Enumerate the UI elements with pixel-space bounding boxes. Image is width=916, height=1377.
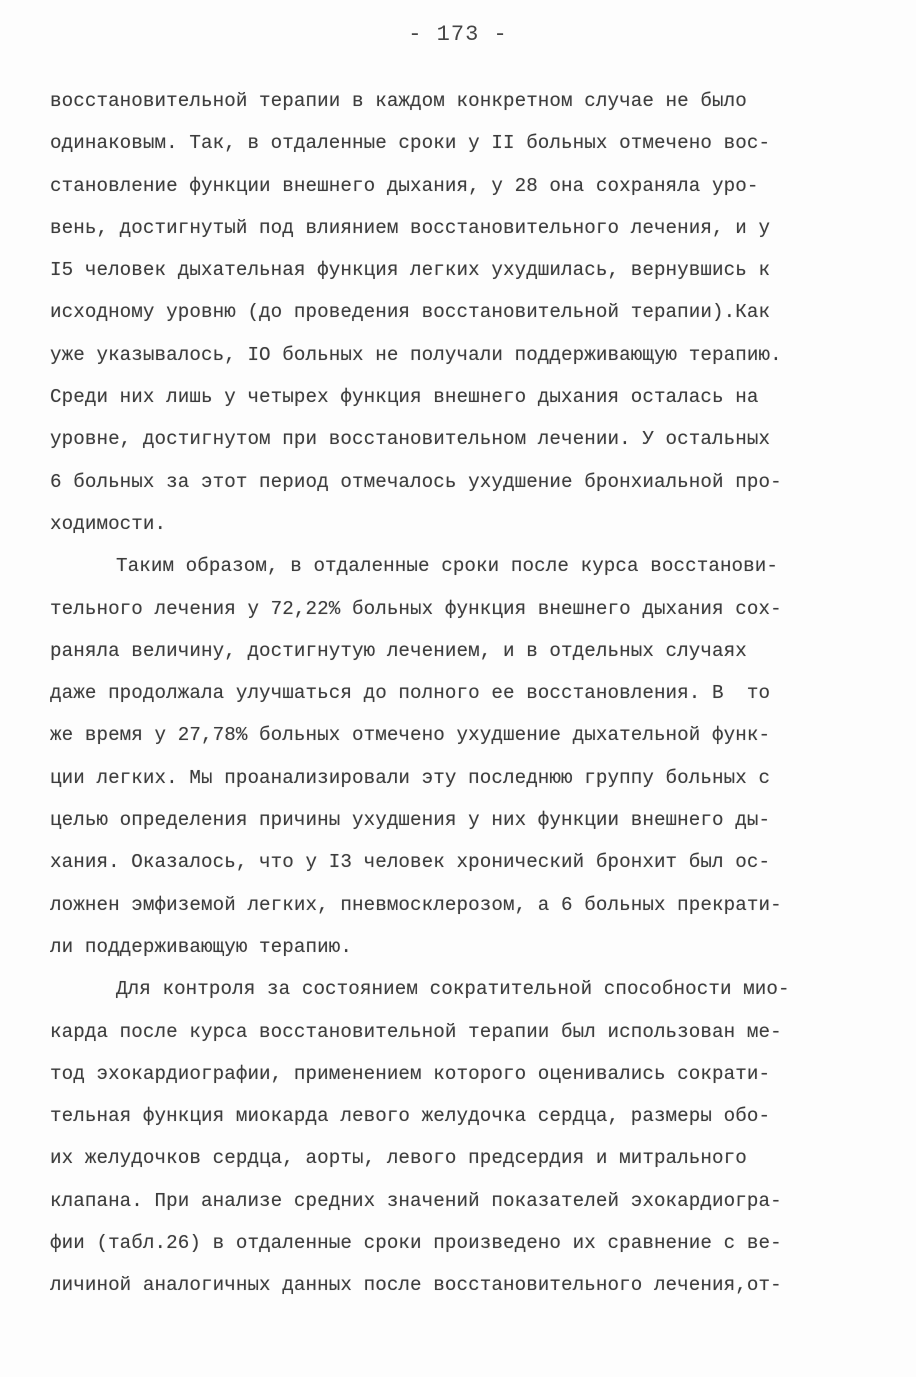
text-line: уровне, достигнутом при восстановительном лечении. У остальных bbox=[50, 428, 771, 451]
text-line: I5 человек дыхательная функция легких ухудшилась, вернувшись к bbox=[50, 259, 771, 282]
text-line: личиной аналогичных данных после восстановительного лечения,от- bbox=[50, 1274, 782, 1297]
text-line: ходимости. bbox=[50, 512, 167, 535]
text-line: Среди них лишь у четырех функция внешнего дыхания осталась на bbox=[50, 386, 759, 409]
text-line: ции легких. Мы проанализировали эту последнюю группу больных с bbox=[50, 766, 771, 789]
text-line: одинаковым. Так, в отдаленные сроки у II больных отмечено вос- bbox=[50, 132, 771, 155]
text-line: клапана. При анализе средних значений показателей эхокардиогра- bbox=[50, 1189, 782, 1212]
text-line: карда после курса восстановительной терапии был использован ме- bbox=[50, 1020, 782, 1043]
text-line: Таким образом, в отдаленные сроки после курса восстанови- bbox=[116, 555, 779, 578]
paragraph-1 bbox=[50, 80, 870, 545]
text-line: вень, достигнутый под влиянием восстановительного лечения, и у bbox=[50, 216, 771, 239]
text-line: же время у 27,78% больных отмечено ухудшение дыхательной функ- bbox=[50, 724, 771, 747]
text-line: хания. Оказалось, что у I3 человек хронический бронхит был ос- bbox=[50, 851, 771, 874]
text-line: их желудочков сердца, аорты, левого предсердия и митрального bbox=[50, 1147, 747, 1170]
body-text bbox=[50, 80, 870, 1307]
text-line: раняла величину, достигнутую лечением, и в отдельных случаях bbox=[50, 639, 747, 662]
text-line: уже указывалось, IO больных не получали поддерживающую терапию. bbox=[50, 343, 782, 366]
text-line: 6 больных за этот период отмечалось ухудшение бронхиальной про- bbox=[50, 470, 782, 493]
page-number: - 173 - bbox=[408, 22, 508, 47]
text-line: целью определения причины ухудшения у них функции внешнего ды- bbox=[50, 809, 771, 832]
text-line: фии (табл.26) в отдаленные сроки произведено их сравнение с ве- bbox=[50, 1232, 782, 1255]
paragraph-3 bbox=[50, 968, 870, 1306]
paragraph-2 bbox=[50, 545, 870, 968]
text-line: тельного лечения у 72,22% больных функция внешнего дыхания сох- bbox=[50, 597, 782, 620]
text-line: восстановительной терапии в каждом конкретном случае не было bbox=[50, 90, 747, 112]
text-line: даже продолжала улучшаться до полного ее восстановления. В то bbox=[50, 682, 771, 705]
text-line: тельная функция миокарда левого желудочка сердца, размеры обо- bbox=[50, 1105, 771, 1128]
text-line: исходному уровню (до проведения восстановительной терапии).Как bbox=[50, 301, 771, 324]
text-line: Для контроля за состоянием сократительной способности мио- bbox=[116, 978, 790, 1001]
text-line: ли поддерживающую терапию. bbox=[50, 935, 352, 958]
text-line: становление функции внешнего дыхания, у 28 она сохраняла уро- bbox=[50, 174, 759, 197]
text-line: тод эхокардиографии, применением которого оценивались сократи- bbox=[50, 1062, 771, 1085]
text-line: ложнен эмфиземой легких, пневмосклерозом, а 6 больных прекрати- bbox=[50, 893, 782, 916]
